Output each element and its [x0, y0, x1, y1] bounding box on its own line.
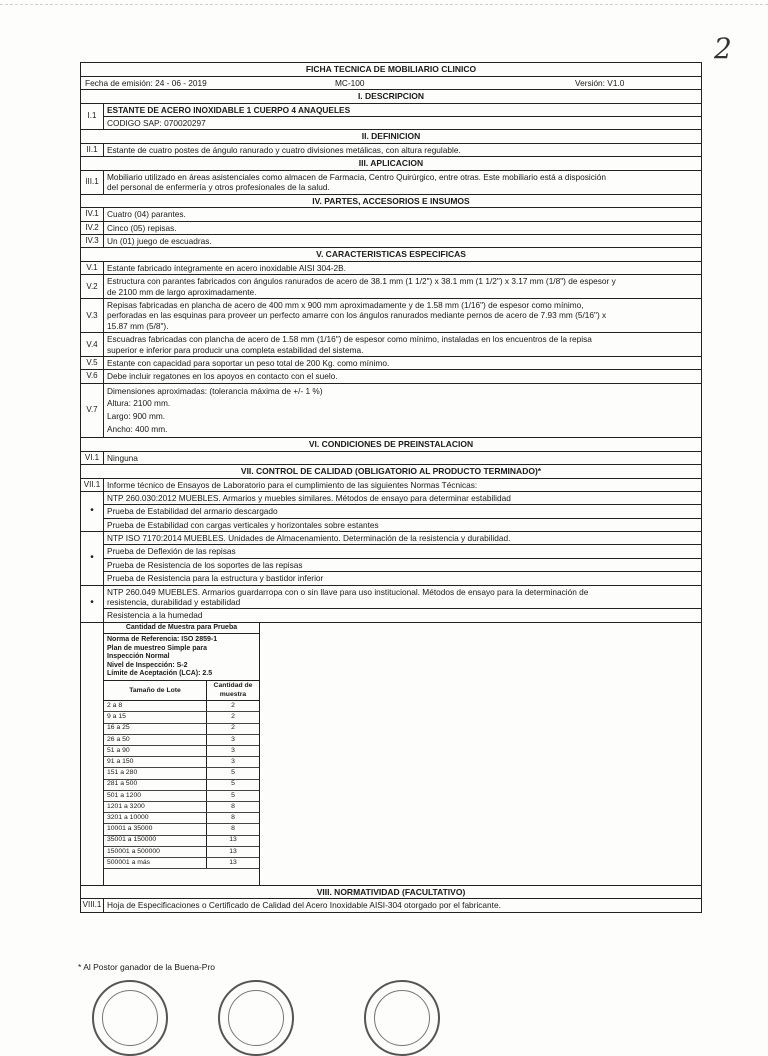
- table-row: [104, 801, 259, 812]
- spec-text-line: Escuadras fabricadas con plancha de acero de 1.58 mm (1/16") de espesor como mínimo, instaladas en los encuentros de la repisa: [107, 334, 592, 345]
- normative-row: [81, 899, 701, 912]
- test-item: Prueba de Estabilidad del armario descargado: [104, 505, 701, 518]
- lot-size-cell: 9 a 15: [104, 712, 207, 723]
- spec-text-line: 15.87 mm (5/8").: [107, 320, 169, 331]
- technical-sheet: [80, 62, 702, 913]
- section-control-calidad-title: VII. CONTROL DE CALIDAD (OBLIGATORIO AL PRODUCTO TERMINADO)*: [81, 465, 701, 479]
- dimension-length: Largo: 900 mm.: [107, 411, 166, 422]
- spec-row: [81, 333, 701, 357]
- spec-text: Estante con capacidad para soportar un peso total de 200 Kg. como mínimo.: [107, 357, 390, 368]
- official-stamp: [364, 980, 440, 1056]
- section-definicion-title: II. DEFINICION: [81, 130, 701, 144]
- bullet: •: [81, 532, 104, 584]
- sample-qty-cell: 5: [207, 768, 260, 779]
- norm-group: [81, 532, 701, 585]
- item-number: IV.1: [81, 208, 104, 220]
- test-item: Prueba de Resistencia de los soportes de las repisas: [104, 559, 701, 572]
- lot-size-cell: 16 a 25: [104, 723, 207, 734]
- sample-qty-cell: 3: [207, 757, 260, 768]
- scan-noise: [0, 4, 768, 15]
- sample-size-table: [104, 681, 259, 869]
- parts-row: [81, 208, 701, 221]
- dimensions-label: Dimensiones aproximadas: (tolerancia máxima de +/- 1 %): [107, 385, 323, 396]
- test-item: Prueba de Deflexión de las repisas: [104, 545, 701, 558]
- sheet-title: FICHA TECNICA DE MOBILIARIO CLINICO: [81, 63, 701, 77]
- part-text: Un (01) juego de escuadras.: [107, 236, 212, 246]
- quality-intro-row: [81, 479, 701, 492]
- sample-qty-cell: 8: [207, 813, 260, 824]
- lot-size-cell: 51 a 90: [104, 746, 207, 757]
- sample-qty-cell: 13: [207, 835, 260, 846]
- lot-size-cell: 150001 a 500000: [104, 846, 207, 857]
- item-number: IV.2: [81, 222, 104, 234]
- spec-text-line: Repisas fabricadas en plancha de acero de 400 mm x 900 mm aproximadamente y de 1.58 mm (1/16") de espesor como mínimo,: [107, 300, 584, 311]
- item-number: I.1: [81, 104, 104, 130]
- sample-qty-cell: 5: [207, 779, 260, 790]
- item-number: V.6: [81, 370, 104, 382]
- spec-text-line: perforadas en las esquinas para proveer un perfecto amarre con los ángulos ranurados mediante pernos de acero de 7.93 mm (5/16") x: [107, 310, 607, 321]
- section-definicion-row: [81, 144, 701, 157]
- table-row: [104, 779, 259, 790]
- section-descripcion-row: [81, 104, 701, 131]
- sample-qty-cell: 3: [207, 734, 260, 745]
- sample-qty-cell: 13: [207, 846, 260, 857]
- sample-info-line: Nivel de Inspección: S-2: [107, 661, 188, 669]
- spec-row: [81, 370, 701, 383]
- lot-size-cell: 281 a 500: [104, 779, 207, 790]
- sample-info-line: Inspección Normal: [107, 653, 170, 661]
- lot-size-cell: 26 a 50: [104, 734, 207, 745]
- table-row: [104, 790, 259, 801]
- lot-size-cell: 3201 a 10000: [104, 813, 207, 824]
- footnote: * Al Postor ganador de la Buena-Pro: [78, 962, 216, 972]
- table-row: [104, 757, 259, 768]
- parts-row: [81, 235, 701, 248]
- bullet: •: [81, 492, 104, 531]
- official-stamp: [92, 980, 168, 1056]
- definition-text: Estante de cuatro postes de ángulo ranurado y cuatro divisiones metálicas, con altura regulable.: [107, 144, 461, 155]
- doc-code: MC-100: [335, 77, 365, 88]
- lot-size-cell: 10001 a 35000: [104, 824, 207, 835]
- sample-qty-cell: 2: [207, 723, 260, 734]
- norm-title-line: resistencia, durabilidad y estabilidad: [107, 596, 241, 607]
- sample-qty-cell: 5: [207, 790, 260, 801]
- col-sample-qty: Cantidad de muestra: [207, 681, 260, 700]
- table-row: [104, 846, 259, 857]
- item-number: V.1: [81, 262, 104, 274]
- item-number: V.2: [81, 275, 104, 298]
- spec-text-line: Estructura con parantes fabricados con ángulos ranurados de acero de 38.1 mm (1 1/2") x 38.1 mm (1 1/2") x 3.17 mm (1/8") de espesor y: [107, 276, 616, 287]
- item-number: VII.1: [81, 479, 104, 491]
- item-number: V.3: [81, 299, 104, 332]
- sample-table-box: [104, 623, 260, 885]
- section-normatividad-title: VIII. NORMATIVIDAD (FACULTATIVO): [81, 886, 701, 900]
- table-row: [104, 768, 259, 779]
- table-row: [104, 813, 259, 824]
- test-item: Prueba de Estabilidad con cargas verticales y horizontales sobre estantes: [107, 519, 379, 530]
- dimension-width: Ancho: 400 mm.: [107, 424, 168, 435]
- norm-title: NTP 260.030:2012 MUEBLES. Armarios y muebles similares. Métodos de ensayo para determinar estabilidad: [104, 492, 701, 505]
- lot-size-cell: 500001 a más: [104, 857, 207, 868]
- table-row: [104, 701, 259, 712]
- col-lot-size: Tamaño de Lote: [104, 681, 207, 700]
- bullet: •: [81, 586, 104, 622]
- spec-row: [81, 357, 701, 370]
- lot-size-cell: 1201 a 3200: [104, 801, 207, 812]
- section-aplicacion-title: III. APLICACION: [81, 157, 701, 171]
- norm-title-line: NTP 260.049 MUEBLES. Armarios guardarropa con o sin llave para uso institucional. Métodos de ensayo para la determinación de: [107, 586, 589, 597]
- lot-size-cell: 35001 a 150000: [104, 835, 207, 846]
- spec-row: [81, 275, 701, 299]
- product-name: ESTANTE DE ACERO INOXIDABLE 1 CUERPO 4 ANAQUELES: [104, 104, 701, 117]
- spec-text: Estante fabricado íntegramente en acero inoxidable AISI 304-2B.: [107, 262, 346, 273]
- section-aplicacion-row: [81, 171, 701, 195]
- item-number: V.5: [81, 357, 104, 369]
- section-caracteristicas-title: V. CARACTERISTICAS ESPECIFICAS: [81, 248, 701, 262]
- quality-intro: Informe técnico de Ensayos de Laboratorio para el cumplimiento de las siguientes Normas Técnicas:: [107, 479, 478, 490]
- item-number: VI.1: [81, 452, 104, 464]
- table-row: [104, 712, 259, 723]
- sample-qty-cell: 2: [207, 712, 260, 723]
- part-text: Cinco (05) repisas.: [107, 222, 177, 233]
- application-text-line: del personal de enfermería y otros profesionales de la salud.: [107, 182, 330, 193]
- item-number: VIII.1: [81, 899, 104, 911]
- spec-text-line: de 2100 mm de largo aproximadamente.: [107, 286, 257, 297]
- preinstall-row: [81, 452, 701, 465]
- spec-text: Debe incluir regatones en los apoyos en contacto con el suelo.: [107, 371, 338, 382]
- norm-group: [81, 586, 701, 623]
- table-row: [104, 857, 259, 868]
- sample-qty-cell: 3: [207, 746, 260, 757]
- item-number: V.7: [81, 384, 104, 437]
- sample-section: [81, 623, 701, 886]
- section-partes-title: IV. PARTES, ACCESORIOS E INSUMOS: [81, 195, 701, 209]
- sample-table-title: Cantidad de Muestra para Prueba: [104, 623, 259, 635]
- table-row: [104, 723, 259, 734]
- item-number: IV.3: [81, 235, 104, 247]
- header-row: [81, 77, 701, 90]
- test-item: Prueba de Resistencia para la estructura y bastidor inferior: [107, 573, 324, 584]
- spec-row: [81, 384, 701, 438]
- table-row: [104, 835, 259, 846]
- spec-row: [81, 262, 701, 275]
- sample-plan-info: [104, 634, 259, 681]
- spec-text-line: superior e inferior para producir una completa estabilidad del sistema.: [107, 344, 364, 355]
- part-text: Cuatro (04) parantes.: [107, 209, 186, 220]
- sample-qty-cell: 8: [207, 824, 260, 835]
- normative-text: Hoja de Especificaciones o Certificado de Calidad del Acero Inoxidable AISI-304 otorgado por el fabricante.: [107, 900, 501, 911]
- version: Versión: V1.0: [575, 77, 625, 88]
- test-item: Resistencia a la humedad: [107, 610, 203, 621]
- item-number: III.1: [81, 171, 104, 194]
- preinstall-text: Ninguna: [107, 452, 138, 463]
- item-number: V.4: [81, 333, 104, 356]
- parts-row: [81, 222, 701, 235]
- lot-size-cell: 2 a 8: [104, 701, 207, 712]
- lot-size-cell: 501 a 1200: [104, 790, 207, 801]
- sample-qty-cell: 8: [207, 801, 260, 812]
- section-preinstalacion-title: VI. CONDICIONES DE PREINSTALACION: [81, 438, 701, 452]
- sample-qty-cell: 2: [207, 701, 260, 712]
- section-descripcion-title: I. DESCRIPCION: [81, 90, 701, 104]
- application-text-line: Mobiliario utilizado en áreas asistenciales como almacen de Farmacia, Centro Quirúrgico, entre otras. Este mobiliario está a disposición: [107, 171, 606, 182]
- sample-info-line: Límite de Aceptación (LCA): 2.5: [107, 669, 213, 677]
- item-number: II.1: [81, 144, 104, 156]
- norm-group: [81, 492, 701, 532]
- page-number: 2: [714, 32, 732, 65]
- sap-code: CODIGO SAP: 070020297: [107, 117, 206, 128]
- emission-date: Fecha de emisión: 24 - 06 - 2019: [85, 77, 207, 88]
- table-row: [104, 824, 259, 835]
- table-row: [104, 734, 259, 745]
- dimension-height: Altura: 2100 mm.: [107, 398, 171, 409]
- official-stamp: [218, 980, 294, 1056]
- lot-size-cell: 151 a 280: [104, 768, 207, 779]
- table-row: [104, 746, 259, 757]
- sample-info-line: Plan de muestreo Simple para: [107, 644, 207, 652]
- sample-info-line: Norma de Referencia: ISO 2859-1: [107, 636, 218, 644]
- lot-size-cell: 91 a 150: [104, 757, 207, 768]
- sample-qty-cell: 13: [207, 857, 260, 868]
- spec-row: [81, 299, 701, 333]
- norm-title: NTP ISO 7170:2014 MUEBLES. Unidades de Almacenamiento. Determinación de la resistencia y durabilidad.: [104, 532, 701, 545]
